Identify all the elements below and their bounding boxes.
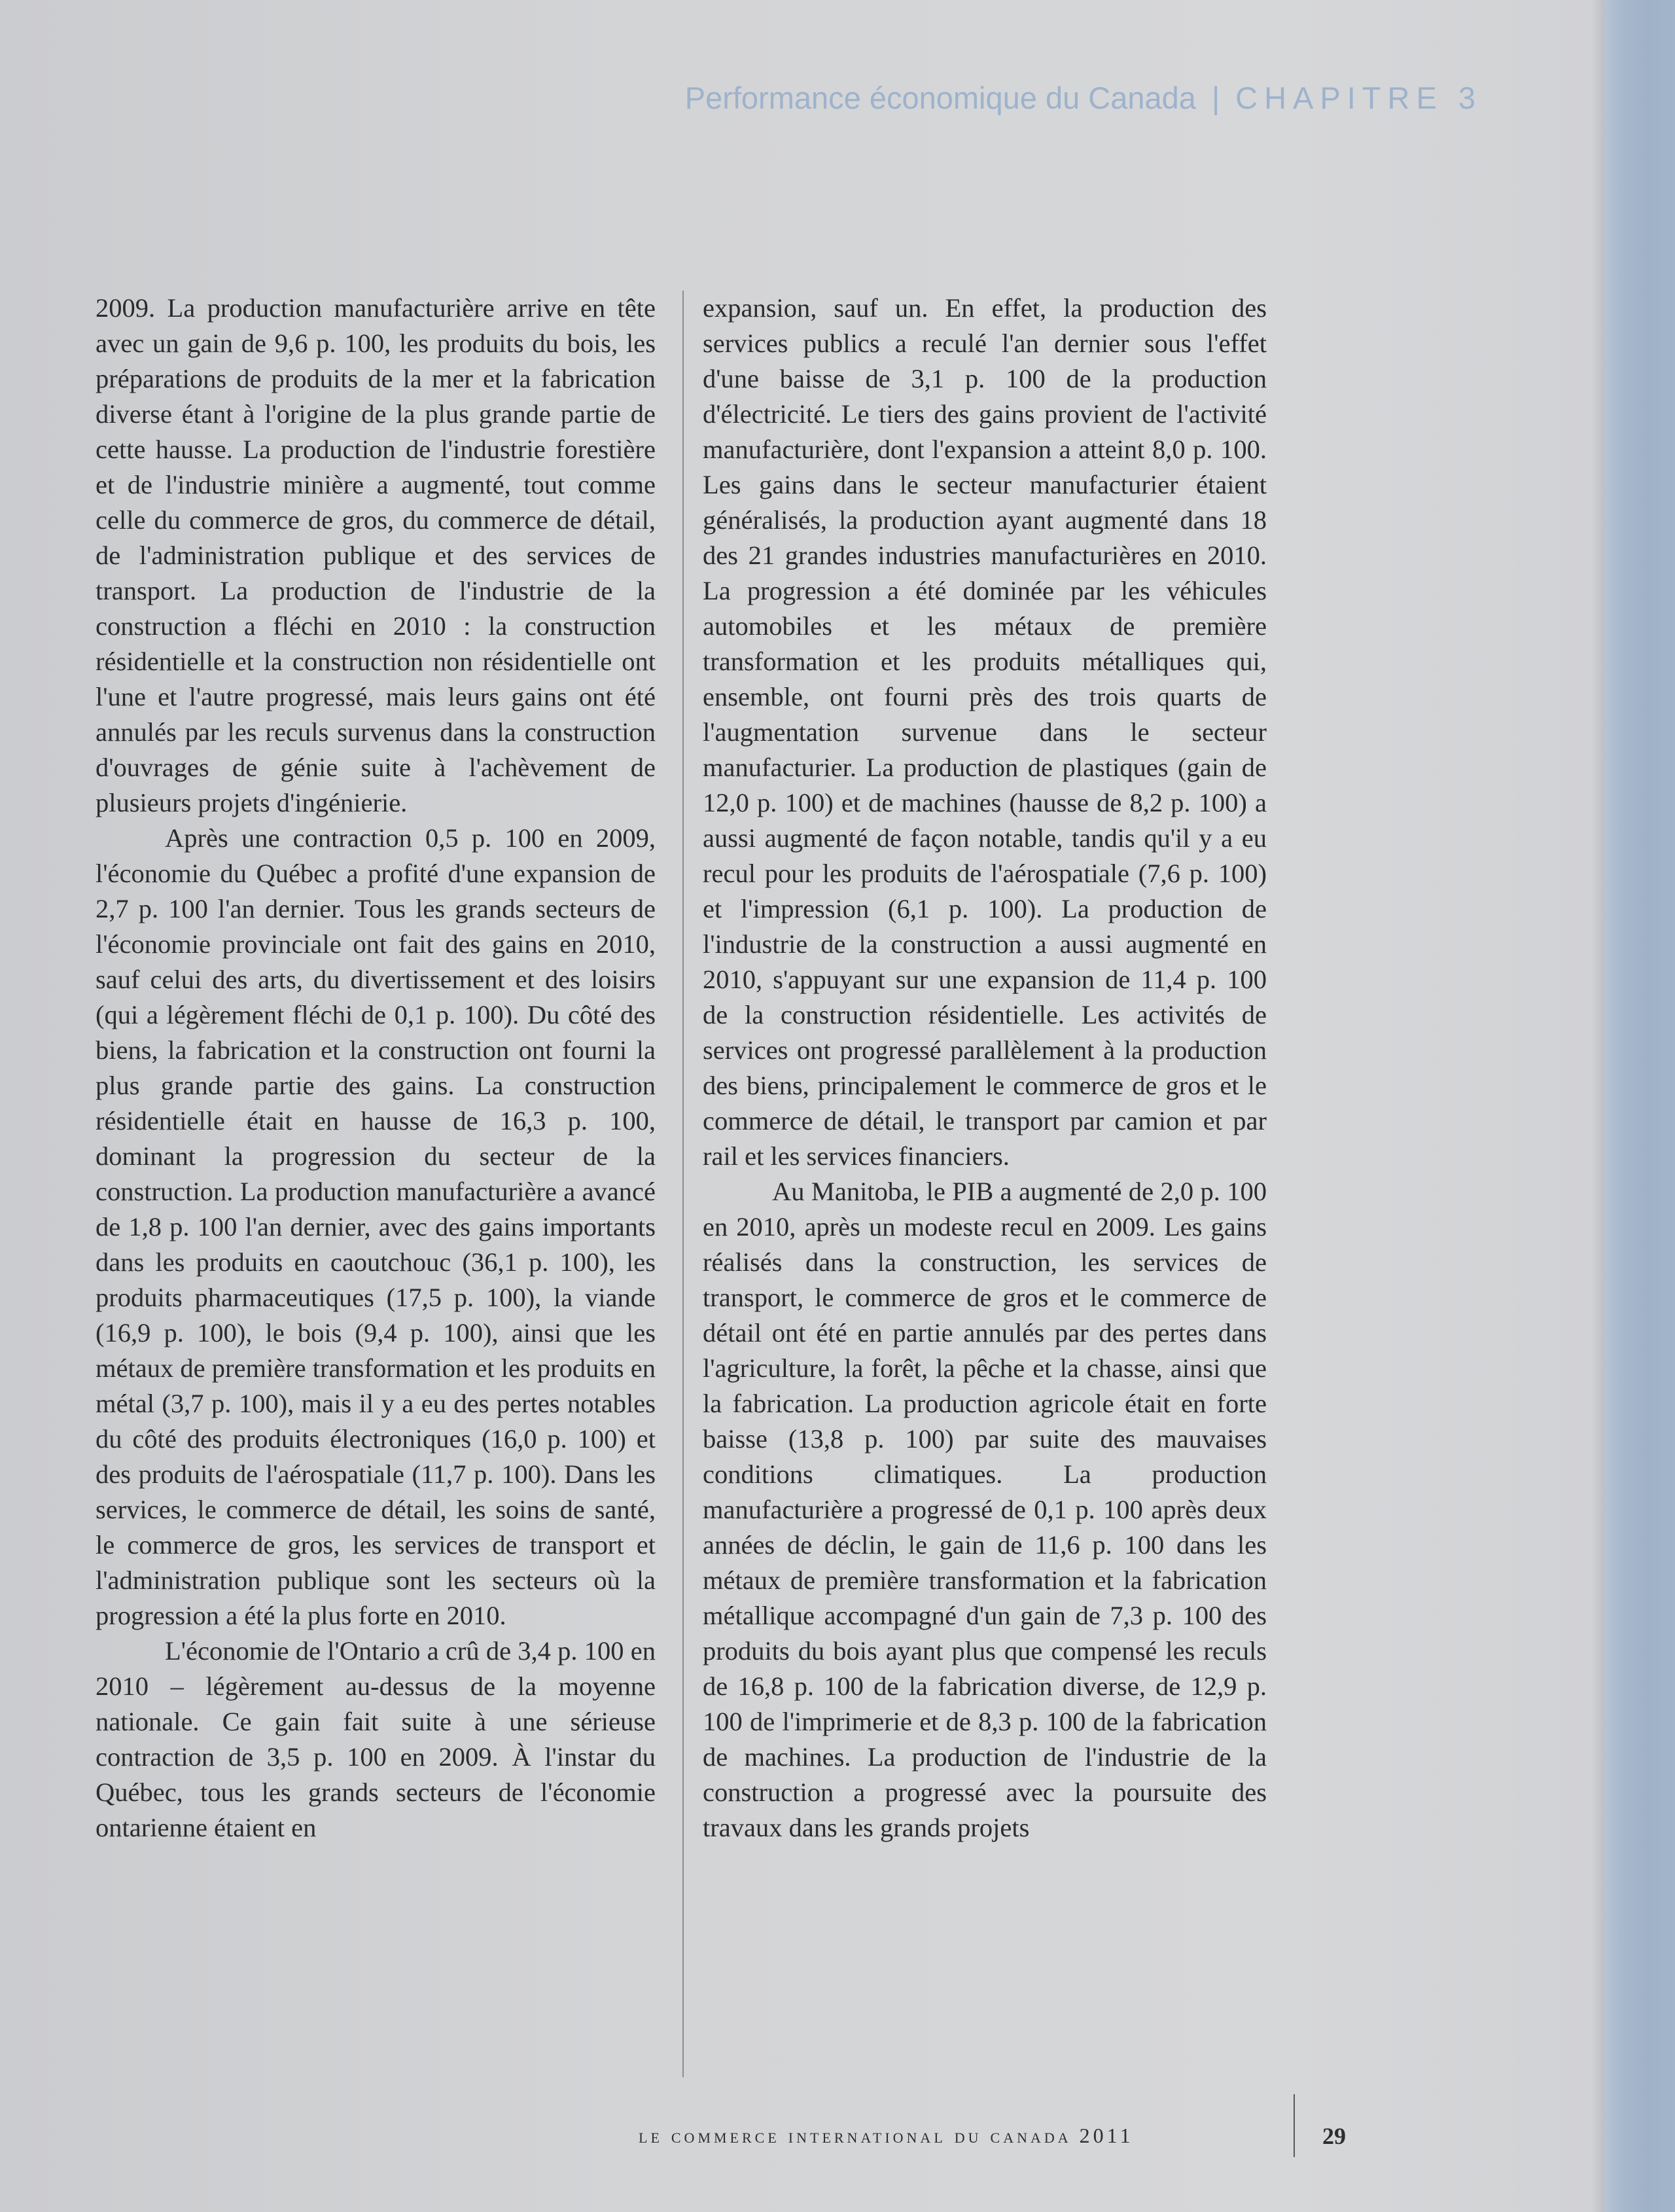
footer-year: 2011 — [1079, 2124, 1134, 2147]
header-separator: | — [1211, 80, 1220, 115]
page-footer — [639, 2124, 1358, 2148]
page-number: 29 — [1322, 2123, 1346, 2149]
paragraph: Au Manitoba, le PIB a augmenté de 2,0 p. 100 en 2010, après un modeste recul en 2009. Les gains réalisés dans la construction, les services de transport, le commerce de gros et le commerce de détail ont été en partie annulés par des pertes dans l'agriculture, la forêt, la pêche et la chasse, ainsi que la fabrication. La production agricole était en forte baisse (13,8 p. 100) par suite des mauvaises conditions climatiques. La production manufacturière a progressé de 0,1 p. 100 après deux années de déclin, le gain de 11,6 p. 100 dans les métaux de première transformation et la fabrication métallique accompagné d'un gain de 7,3 p. 100 des produits du bois ayant plus que compensé les reculs de 16,8 p. 100 de la fabrication diverse, de 12,9 p. 100 de l'imprimerie et de 8,3 p. 100 de la fabrication de machines. La production de l'industrie de la construction a progressé avec la poursuite des travaux dans les grands projets — [703, 1177, 1267, 1842]
footer-divider — [1294, 2094, 1295, 2157]
right-column — [703, 291, 1267, 1846]
header-title: Performance économique du Canada — [684, 80, 1196, 115]
paragraph: L'économie de l'Ontario a crû de 3,4 p. 100 en 2010 – légèrement au-dessus de la moyenne nationale. Ce gain fait suite à une sérieuse contraction de 3,5 p. 100 en 2009. À l'instar du Québec, tous les grands secteurs de l'économie ontarienne étaient en — [96, 1636, 656, 1842]
page-edge-strip — [1604, 0, 1675, 2212]
left-column — [96, 291, 656, 1846]
paragraph: 2009. La production manufacturière arrive en tête avec un gain de 9,6 p. 100, les produits du bois, les préparations de produits de la mer et la fabrication diverse étant à l'origine de la plus grande partie de cette hausse. La production de l'industrie forestière et de l'industrie minière a augmenté, tout comme celle du commerce de gros, du commerce de détail, de l'administration publique et des services de transport. La production de l'industrie de la construction a fléchi en 2010 : la construction résidentielle et la construction non résidentielle ont l'une et l'autre progressé, mais leurs gains ont été annulés par les reculs survenus dans la construction d'ouvrages de génie suite à l'achèvement de plusieurs projets d'ingénierie. — [96, 293, 656, 817]
footer-publication-title: le commerce international du canada — [639, 2124, 1072, 2147]
paragraph: expansion, sauf un. En effet, la production des services publics a reculé l'an dernier sous l'effet d'une baisse de 3,1 p. 100 de la production d'électricité. Le tiers des gains provient de l'activité manufacturière, dont l'expansion a atteint 8,0 p. 100. Les gains dans le secteur manufacturier étaient généralisés, la production ayant augmenté dans 18 des 21 grandes industries manufacturières en 2010. La progression a été dominée par les véhicules automobiles et les métaux de première transformation et les produits métalliques qui, ensemble, ont fourni près des trois quarts de l'augmentation survenue dans le secteur manufacturier. La production de plastiques (gain de 12,0 p. 100) et de machines (hausse de 8,2 p. 100) a aussi augmenté de façon notable, tandis qu'il y a eu recul pour les produits de l'aérospatiale (7,6 p. 100) et l'impression (6,1 p. 100). La production de l'industrie de la construction a aussi augmenté en 2010, s'appuyant sur une expansion de 11,4 p. 100 de la construction résidentielle. Les activités de services ont progressé parallèlement à la production des biens, principalement le commerce de gros et le commerce de détail, le transport par camion et par rail et les services financiers. — [703, 293, 1267, 1171]
column-divider — [682, 291, 684, 2077]
header-chapter: CHAPITRE 3 — [1235, 80, 1482, 115]
paragraph: Après une contraction 0,5 p. 100 en 2009, l'économie du Québec a profité d'une expansion de 2,7 p. 100 l'an dernier. Tous les grands secteurs de l'économie provinciale ont fait des gains en 2010, sauf celui des arts, du divertissement et des loisirs (qui a légèrement fléchi de 0,1 p. 100). Du côté des biens, la fabrication et la construction ont fourni la plus grande partie des gains. La construction résidentielle était en hausse de 16,3 p. 100, dominant la progression du secteur de la construction. La production manufacturière a avancé de 1,8 p. 100 l'an dernier, avec des gains importants dans les produits en caoutchouc (36,1 p. 100), les produits pharmaceutiques (17,5 p. 100), la viande (16,9 p. 100), le bois (9,4 p. 100), ainsi que les métaux de première transformation et les produits en métal (3,7 p. 100), mais il y a eu des pertes notables du côté des produits électroniques (16,0 p. 100) et des produits de l'aérospatiale (11,7 p. 100). Dans les services, le commerce de détail, les soins de santé, le commerce de gros, les services de transport et l'administration publique sont les secteurs où la progression a été la plus forte en 2010. — [96, 823, 656, 1630]
running-header — [685, 80, 1482, 116]
